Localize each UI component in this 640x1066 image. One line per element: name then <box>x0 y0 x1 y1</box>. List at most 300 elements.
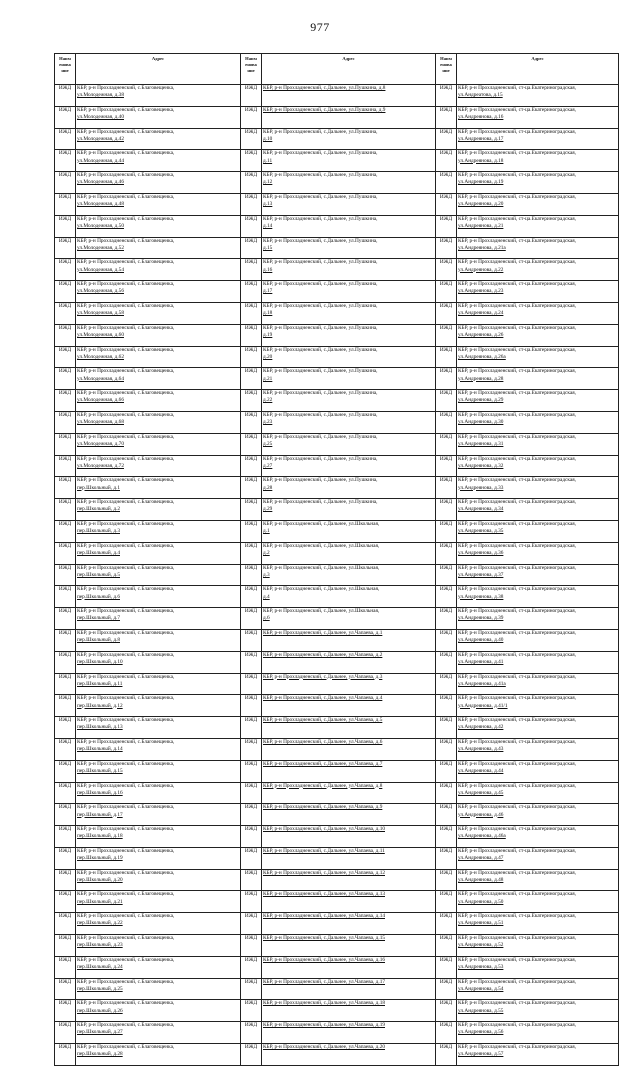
address-line: д.22 <box>263 397 273 404</box>
address-cell <box>457 368 619 390</box>
object-type-cell: ИЖД <box>55 368 76 390</box>
object-type-cell: ИЖД <box>55 477 76 499</box>
object-type-cell: ИЖД <box>55 302 76 324</box>
table-row <box>55 172 619 194</box>
table-row <box>55 586 619 608</box>
object-type-cell: ИЖД <box>436 913 457 935</box>
object-type-cell: ИЖД <box>436 172 457 194</box>
address-cell <box>76 695 241 717</box>
address-cell <box>457 564 619 586</box>
address-cell <box>76 172 241 194</box>
address-line: КБР, р-н Прохладненский, с.Дальнее, ул.Чапаева, д.3 <box>263 673 383 680</box>
table-row <box>55 346 619 368</box>
object-type-cell: ИЖД <box>241 826 262 848</box>
object-type-cell: ИЖД <box>55 782 76 804</box>
object-type-cell: ИЖД <box>55 85 76 107</box>
address-line: ул.Андреянова, д.47 <box>458 855 504 862</box>
table-row <box>55 651 619 673</box>
address-cell <box>262 651 436 673</box>
address-cell <box>457 281 619 303</box>
address-line: ул.Молодежная, д.68 <box>77 419 124 426</box>
address-line: КБР, р-н Прохладненский, с.Дальнее, ул.Пушкина, <box>263 237 378 244</box>
address-line: ул.Молодежная, д.66 <box>77 397 124 404</box>
address-line: д.6 <box>263 615 270 622</box>
object-type-cell: ИЖД <box>436 106 457 128</box>
object-type-cell: ИЖД <box>436 782 457 804</box>
address-cell <box>457 717 619 739</box>
address-line: КБР, р-н Прохладненский, ст-ца.Екатериноградская, <box>458 106 577 113</box>
table-row <box>55 542 619 564</box>
address-line: пер.Школьный, д.8 <box>77 637 120 644</box>
object-type-cell: ИЖД <box>55 193 76 215</box>
address-line: ул.Андреянова, д.36 <box>458 549 504 556</box>
object-type-cell: ИЖД <box>55 760 76 782</box>
address-line: ул.Андреянова, д.37 <box>458 571 504 578</box>
address-line: КБР, р-н Прохладненский, ст-ца.Екатериноградская, <box>458 477 577 484</box>
address-cell <box>262 869 436 891</box>
address-cell <box>262 804 436 826</box>
address-line: д.23 <box>263 419 273 426</box>
object-type-cell: ИЖД <box>436 281 457 303</box>
object-type-cell: ИЖД <box>241 782 262 804</box>
address-line: ул.Молодежная, д.60 <box>77 331 124 338</box>
object-type-cell: ИЖД <box>436 738 457 760</box>
address-line: КБР, р-н Прохладненский, с.Благовещенка, <box>77 193 175 200</box>
header-address-3: Адрес <box>457 54 619 85</box>
address-line: ул.Молодежная, д.72 <box>77 462 124 469</box>
address-line: КБР, р-н Прохладненский, с.Благовещенка, <box>77 455 175 462</box>
address-line: КБР, р-н Прохладненский, с.Благовещенка, <box>77 586 175 593</box>
address-cell <box>457 1000 619 1022</box>
table-row <box>55 847 619 869</box>
object-type-cell: ИЖД <box>241 891 262 913</box>
table-row <box>55 782 619 804</box>
address-line: КБР, р-н Прохладненский, с.Благовещенка, <box>77 695 175 702</box>
address-line: КБР, р-н Прохладненский, ст-ца.Екатериноградская, <box>458 281 577 288</box>
address-line: пер.Школьный, д.13 <box>77 724 123 731</box>
address-cell <box>76 673 241 695</box>
address-line: КБР, р-н Прохладненский, с.Благовещенка, <box>77 717 175 724</box>
address-line: КБР, р-н Прохладненский, с.Дальнее, ул.Чапаева, д.9 <box>263 804 383 811</box>
address-cell <box>262 237 436 259</box>
address-cell <box>262 782 436 804</box>
address-cell <box>457 651 619 673</box>
address-line: ул.Андреянова, д.18 <box>458 157 504 164</box>
address-line: КБР, р-н Прохладненский, с.Дальнее, ул.Пушкина, <box>263 259 378 266</box>
address-line: пер.Школьный, д.7 <box>77 615 120 622</box>
address-cell <box>262 891 436 913</box>
address-line: КБР, р-н Прохладненский, ст-ца.Екатериноградская, <box>458 956 577 963</box>
object-type-cell: ИЖД <box>436 869 457 891</box>
address-line: КБР, р-н Прохладненский, с.Дальнее, ул.Пушкина, <box>263 302 378 309</box>
address-line: ул.Андреянова, д.55 <box>458 1007 504 1014</box>
address-line: КБР, р-н Прохладненский, ст-ца.Екатериноградская, <box>458 324 577 331</box>
address-cell <box>457 215 619 237</box>
address-line: пер.Школьный, д.22 <box>77 920 123 927</box>
address-line: ул.Андреянова, д.16 <box>458 114 504 120</box>
address-cell <box>457 673 619 695</box>
object-type-cell: ИЖД <box>241 760 262 782</box>
address-line: д.12 <box>263 179 273 186</box>
object-type-cell: ИЖД <box>55 411 76 433</box>
address-cell <box>457 935 619 957</box>
address-line: пер.Школьный, д.14 <box>77 746 123 753</box>
address-line: КБР, р-н Прохладненский, с.Дальнее, ул.Пушкина, д.9 <box>263 106 386 113</box>
header-address-2: Адрес <box>262 54 436 85</box>
address-line: КБР, р-н Прохладненский, с.Дальнее, ул.Пушкина, <box>263 346 378 353</box>
address-line: ул.Молодежная, д.56 <box>77 288 124 295</box>
address-line: КБР, р-н Прохладненский, с.Дальнее, ул.Пушкина, <box>263 499 378 506</box>
address-cell <box>262 717 436 739</box>
address-line: КБР, р-н Прохладненский, ст-ца.Екатериноградская, <box>458 804 577 811</box>
address-line: д.15 <box>263 244 273 251</box>
address-cell <box>262 847 436 869</box>
table-row <box>55 869 619 891</box>
address-cell <box>76 629 241 651</box>
object-type-cell: ИЖД <box>55 499 76 521</box>
object-type-cell: ИЖД <box>55 564 76 586</box>
object-type-cell: ИЖД <box>55 259 76 281</box>
header-kind-3: Наим енова ние <box>436 54 457 85</box>
address-line: д.29 <box>263 506 273 513</box>
object-type-cell: ИЖД <box>436 499 457 521</box>
address-line: д.19 <box>263 331 273 338</box>
address-line: КБР, р-н Прохладненский, ст-ца.Екатериноградская, <box>458 1044 577 1051</box>
object-type-cell: ИЖД <box>55 804 76 826</box>
object-type-cell: ИЖД <box>241 738 262 760</box>
object-type-cell: ИЖД <box>436 128 457 150</box>
object-type-cell: ИЖД <box>436 1044 457 1066</box>
address-line: пер.Школьный, д.3 <box>77 528 120 535</box>
table-row <box>55 978 619 1000</box>
address-line: КБР, р-н Прохладненский, с.Благовещенка, <box>77 128 175 135</box>
address-cell <box>262 215 436 237</box>
address-cell <box>262 455 436 477</box>
address-line: КБР, р-н Прохладненский, с.Благовещенка, <box>77 390 175 397</box>
address-line: КБР, р-н Прохладненский, с.Дальнее, ул.Чапаева, д.10 <box>263 826 385 833</box>
address-cell <box>76 738 241 760</box>
address-line: КБР, р-н Прохладненский, с.Благовещенка, <box>77 760 175 767</box>
address-cell <box>262 913 436 935</box>
address-cell <box>76 804 241 826</box>
object-type-cell: ИЖД <box>436 935 457 957</box>
address-line: ул.Андреянова, д.43 <box>458 746 504 753</box>
object-type-cell: ИЖД <box>55 629 76 651</box>
address-line: пер.Школьный, д.1 <box>77 484 120 491</box>
address-line: ул.Андреянова, д.53 <box>458 964 504 971</box>
object-type-cell: ИЖД <box>436 891 457 913</box>
address-line: КБР, р-н Прохладненский, с.Дальнее, ул.Чапаева, д.18 <box>263 1000 385 1007</box>
address-cell <box>76 390 241 412</box>
address-line: ул.Андреянова, д.46а <box>458 833 506 840</box>
address-cell <box>76 608 241 630</box>
address-line: КБР, р-н Прохладненский, с.Благовещенка, <box>77 499 175 506</box>
address-line: КБР, р-н Прохладненский, с.Благовещенка, <box>77 891 175 898</box>
address-line: д.25 <box>263 440 273 447</box>
address-line: ул.Андреянова, д.50 <box>458 898 504 905</box>
object-type-cell: ИЖД <box>55 324 76 346</box>
address-cell <box>262 695 436 717</box>
address-line: ул.Андреянова, д.32 <box>458 462 504 469</box>
address-line: КБР, р-н Прохладненский, с.Дальнее, ул.Пушкина, <box>263 390 378 397</box>
address-cell <box>76 564 241 586</box>
object-type-cell: ИЖД <box>436 629 457 651</box>
address-cell <box>76 869 241 891</box>
address-line: ул.Андреянова, д.35 <box>458 528 504 535</box>
address-line: КБР, р-н Прохладненский, с.Благовещенка, <box>77 106 175 113</box>
object-type-cell: ИЖД <box>55 608 76 630</box>
object-type-cell: ИЖД <box>241 978 262 1000</box>
address-line: КБР, р-н Прохладненский, с.Дальнее, ул.Школьная, <box>263 608 380 615</box>
address-line: ул.Андреянова, д.44 <box>458 767 504 774</box>
address-cell <box>262 324 436 346</box>
address-cell <box>76 411 241 433</box>
object-type-cell: ИЖД <box>55 1044 76 1066</box>
address-line: КБР, р-н Прохладненский, с.Дальнее, ул.Чапаева, д.19 <box>263 1022 385 1029</box>
object-type-cell: ИЖД <box>436 324 457 346</box>
address-cell <box>76 978 241 1000</box>
address-line: ул.Молодежная, д.44 <box>77 157 124 164</box>
address-line: КБР, р-н Прохладненский, с.Дальнее, ул.Чапаева, д.1 <box>263 629 383 636</box>
object-type-cell: ИЖД <box>436 215 457 237</box>
object-type-cell: ИЖД <box>55 346 76 368</box>
address-line: пер.Школьный, д.4 <box>77 549 120 556</box>
address-line: КБР, р-н Прохладненский, ст-ца.Екатериноградская, <box>458 673 577 680</box>
address-cell <box>262 281 436 303</box>
address-line: ул.Андреянова, д.29 <box>458 397 504 404</box>
object-type-cell: ИЖД <box>55 913 76 935</box>
address-cell <box>76 1044 241 1066</box>
address-line: КБР, р-н Прохладненский, ст-ца.Екатериноградская, <box>458 782 577 789</box>
object-type-cell: ИЖД <box>436 804 457 826</box>
address-line: КБР, р-н Прохладненский, с.Благовещенка, <box>77 629 175 636</box>
address-cell <box>76 215 241 237</box>
address-cell <box>76 651 241 673</box>
address-cell <box>457 433 619 455</box>
address-cell <box>262 956 436 978</box>
address-cell <box>262 193 436 215</box>
address-line: КБР, р-н Прохладненский, ст-ца.Екатериноградская, <box>458 193 577 200</box>
table-row <box>55 520 619 542</box>
address-cell <box>457 738 619 760</box>
address-cell <box>76 520 241 542</box>
address-cell <box>457 455 619 477</box>
address-cell <box>76 826 241 848</box>
address-cell <box>457 891 619 913</box>
address-line: пер.Школьный, д.10 <box>77 658 123 665</box>
table-row <box>55 193 619 215</box>
address-line: КБР, р-н Прохладненский, с.Благовещенка, <box>77 520 175 527</box>
object-type-cell: ИЖД <box>436 564 457 586</box>
address-line: пер.Школьный, д.20 <box>77 876 123 883</box>
object-type-cell: ИЖД <box>436 368 457 390</box>
address-cell <box>262 150 436 172</box>
address-line: д.16 <box>263 266 273 273</box>
address-line: ул.Молодежная, д.48 <box>77 201 124 208</box>
address-line: КБР, р-н Прохладненский, ст-ца.Екатериноградская, <box>458 150 577 157</box>
address-line: КБР, р-н Прохладненский, ст-ца.Екатериноградская, <box>458 913 577 920</box>
object-type-cell: ИЖД <box>241 390 262 412</box>
object-type-cell: ИЖД <box>241 542 262 564</box>
address-line: КБР, р-н Прохладненский, ст-ца.Екатериноградская, <box>458 346 577 353</box>
address-cell <box>262 629 436 651</box>
address-line: ул.Андреянова, д.41а <box>458 680 506 687</box>
object-type-cell: ИЖД <box>55 826 76 848</box>
object-type-cell: ИЖД <box>55 281 76 303</box>
address-line: КБР, р-н Прохладненский, с.Дальнее, ул.Чапаева, д.5 <box>263 717 383 724</box>
address-line: КБР, р-н Прохладненский, с.Благовещенка, <box>77 978 175 985</box>
address-cell <box>76 477 241 499</box>
address-line: КБР, р-н Прохладненский, с.Благовещенка, <box>77 302 175 309</box>
object-type-cell: ИЖД <box>436 259 457 281</box>
address-cell <box>457 150 619 172</box>
object-type-cell: ИЖД <box>241 673 262 695</box>
address-cell <box>262 760 436 782</box>
object-type-cell: ИЖД <box>436 847 457 869</box>
address-line: ул.Молодежная, д.38 <box>77 92 124 99</box>
object-type-cell: ИЖД <box>55 237 76 259</box>
address-line: КБР, р-н Прохладненский, с.Благовещенка, <box>77 826 175 833</box>
address-line: КБР, р-н Прохладненский, ст-ца.Екатериноградская, <box>458 978 577 985</box>
address-line: ул.Молодежная, д.40 <box>77 114 124 120</box>
address-line: пер.Школьный, д.26 <box>77 1007 123 1014</box>
address-line: ул.Андреянова, д.19 <box>458 179 504 186</box>
address-line: ул.Андреянова, д.21 <box>458 222 504 229</box>
address-cell <box>76 346 241 368</box>
address-line: КБР, р-н Прохладненский, с.Благовещенка, <box>77 85 175 91</box>
object-type-cell: ИЖД <box>55 935 76 957</box>
object-type-cell: ИЖД <box>436 542 457 564</box>
address-line: пер.Школьный, д.16 <box>77 789 123 796</box>
address-line: КБР, р-н Прохладненский, с.Дальнее, ул.Чапаева, д.17 <box>263 978 385 985</box>
address-cell <box>76 106 241 128</box>
object-type-cell: ИЖД <box>241 1044 262 1066</box>
address-cell <box>457 1022 619 1044</box>
object-type-cell: ИЖД <box>241 172 262 194</box>
table-row <box>55 455 619 477</box>
address-line: КБР, р-н Прохладненский, ст-ца.Екатериноградская, <box>458 651 577 658</box>
object-type-cell: ИЖД <box>241 564 262 586</box>
table-row <box>55 891 619 913</box>
address-line: ул.Андреянова, д.40 <box>458 637 504 644</box>
address-line: КБР, р-н Прохладненский, ст-ца.Екатериноградская, <box>458 542 577 549</box>
address-cell <box>76 433 241 455</box>
address-line: д.10 <box>263 135 273 142</box>
address-cell <box>457 346 619 368</box>
address-cell <box>457 128 619 150</box>
address-cell <box>457 956 619 978</box>
address-line: КБР, р-н Прохладненский, с.Дальнее, ул.Чапаева, д.7 <box>263 760 383 767</box>
address-cell <box>76 150 241 172</box>
address-cell <box>76 237 241 259</box>
address-line: пер.Школьный, д.12 <box>77 702 123 709</box>
address-line: КБР, р-н Прохладненский, ст-ца.Екатериноградская, <box>458 717 577 724</box>
address-cell <box>457 586 619 608</box>
address-cell <box>76 760 241 782</box>
address-cell <box>262 302 436 324</box>
address-line: КБР, р-н Прохладненский, с.Благовещенка, <box>77 215 175 222</box>
address-line: ул.Андреянова, д.56 <box>458 1029 504 1036</box>
address-line: ул.Андреатова, д.15 <box>458 92 503 99</box>
address-line: д.20 <box>263 353 273 360</box>
address-cell <box>457 302 619 324</box>
object-type-cell: ИЖД <box>55 586 76 608</box>
address-line: КБР, р-н Прохладненский, с.Дальнее, ул.Школьная, <box>263 520 380 527</box>
address-line: пер.Школьный, д.15 <box>77 767 123 774</box>
address-line: КБР, р-н Прохладненский, с.Благовещенка, <box>77 542 175 549</box>
object-type-cell: ИЖД <box>436 651 457 673</box>
address-line: КБР, р-н Прохладненский, ст-ца.Екатериноградская, <box>458 433 577 440</box>
object-type-cell: ИЖД <box>55 455 76 477</box>
object-type-cell: ИЖД <box>241 302 262 324</box>
address-cell <box>76 302 241 324</box>
address-line: КБР, р-н Прохладненский, с.Дальнее, ул.Пушкина, <box>263 215 378 222</box>
address-cell <box>76 193 241 215</box>
address-line: КБР, р-н Прохладненский, с.Благовещенка, <box>77 433 175 440</box>
address-line: КБР, р-н Прохладненский, ст-ца.Екатериноградская, <box>458 935 577 942</box>
address-line: КБР, р-н Прохладненский, ст-ца.Екатериноградская, <box>458 760 577 767</box>
address-cell <box>457 520 619 542</box>
address-cell <box>262 542 436 564</box>
address-cell <box>76 542 241 564</box>
address-cell <box>262 259 436 281</box>
address-line: д.3 <box>263 571 270 578</box>
object-type-cell: ИЖД <box>436 390 457 412</box>
address-cell <box>457 1044 619 1066</box>
table-row <box>55 281 619 303</box>
table-row <box>55 1000 619 1022</box>
object-type-cell: ИЖД <box>55 695 76 717</box>
object-type-cell: ИЖД <box>241 368 262 390</box>
address-cell <box>76 259 241 281</box>
object-type-cell: ИЖД <box>241 346 262 368</box>
object-type-cell: ИЖД <box>436 520 457 542</box>
address-line: КБР, р-н Прохладненский, с.Благовещенка, <box>77 1000 175 1007</box>
address-cell <box>457 193 619 215</box>
address-line: ул.Молодежная, д.58 <box>77 310 124 317</box>
address-cell <box>262 608 436 630</box>
object-type-cell: ИЖД <box>55 128 76 150</box>
object-type-cell: ИЖД <box>241 651 262 673</box>
table-row <box>55 215 619 237</box>
address-line: д.11 <box>263 157 273 164</box>
address-cell <box>76 956 241 978</box>
address-line: КБР, р-н Прохладненский, с.Благовещенка, <box>77 150 175 157</box>
address-line: КБР, р-н Прохладненский, с.Благовещенка, <box>77 172 175 179</box>
address-cell <box>262 826 436 848</box>
address-line: КБР, р-н Прохладненский, с.Дальнее, ул.Пушкина, <box>263 368 378 375</box>
address-line: пер.Школьный, д.28 <box>77 1051 123 1058</box>
address-cell <box>457 826 619 848</box>
address-line: КБР, р-н Прохладненский, ст-ца.Екатериноградская, <box>458 1022 577 1029</box>
table-row <box>55 826 619 848</box>
table-row <box>55 150 619 172</box>
address-line: КБР, р-н Прохладненский, с.Дальнее, ул.Чапаева, д.2 <box>263 651 383 658</box>
address-line: КБР, р-н Прохладненский, ст-ца.Екатериноградская, <box>458 259 577 266</box>
address-cell <box>76 717 241 739</box>
address-line: КБР, р-н Прохладненский, ст-ца.Екатериноградская, <box>458 215 577 222</box>
object-type-cell: ИЖД <box>436 150 457 172</box>
address-line: пер.Школьный, д.5 <box>77 571 120 578</box>
address-cell <box>262 673 436 695</box>
object-type-cell: ИЖД <box>241 477 262 499</box>
address-line: КБР, р-н Прохладненский, с.Дальнее, ул.Чапаева, д.11 <box>263 847 385 854</box>
address-line: ул.Андреянова, д.21а <box>458 244 506 251</box>
table-row <box>55 106 619 128</box>
address-line: ул.Андреянова, д.28 <box>458 375 504 382</box>
address-cell <box>262 1022 436 1044</box>
address-line: пер.Школьный, д.21 <box>77 898 123 905</box>
